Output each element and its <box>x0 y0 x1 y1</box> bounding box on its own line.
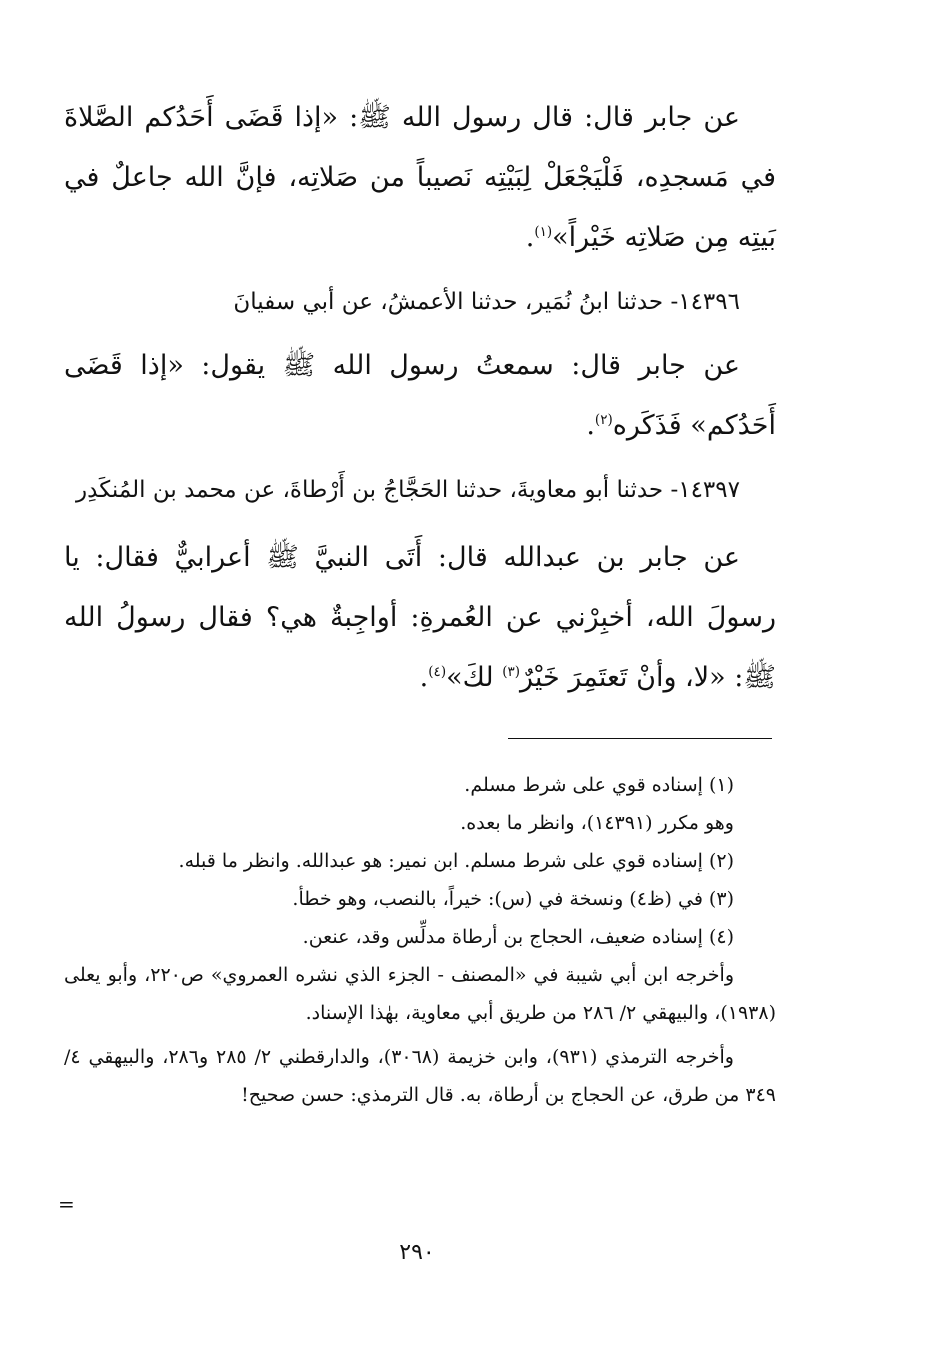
footnote-1: (١) إسناده قوي على شرط مسلم. <box>464 774 734 796</box>
footnote-1-continued: وهو مكرر (١٤٣٩١)، وانظر ما بعده. <box>460 812 734 834</box>
footnote-ref-2: (٢) <box>594 412 613 428</box>
hadith-3-mid: لكَ» <box>446 662 503 693</box>
hadith-3-end: . <box>419 662 429 693</box>
hadith-paragraph-3 <box>64 528 776 708</box>
footnote-4: (٤) إسناده ضعيف، الحجاج بن أرطاة مدلِّس وقد، عنعن. <box>302 926 734 948</box>
hadith-1-end: . <box>525 222 535 253</box>
isnad-14396: ١٤٣٩٦- حدثنا ابنُ نُمَير، حدثنا الأعمشُ، عن أبي سفيانَ <box>233 289 740 315</box>
footnote-ref-3: (٣) <box>502 664 521 680</box>
isnad-14397: ١٤٣٩٧- حدثنا أبو معاويةَ، حدثنا الحَجَّاجُ بن أَرْطاةَ، عن محمد بن المُنكَدِر <box>76 477 740 503</box>
hadith-2-text: عن جابر قال: سمعتُ رسول الله ﷺ يقول: «إذا قَضَى أَحَدُكم» فَذَكَره <box>64 350 776 441</box>
hadith-1-text: عن جابر قال: قال رسول الله ﷺ: «إذا قَضَى أَحَدُكم الصَّلاةَ في مَسجدِه، فَلْيَجْعَلْ لِبَيْتِه نَصيباً من صَلاتِه، فإنَّ الله جاعلٌ في بَيتِه مِن صَلاتِه خَيْراً» <box>64 102 776 253</box>
page-number: ٢٩٠ <box>399 1240 435 1265</box>
footnote-separator <box>508 738 772 739</box>
main-text <box>64 88 776 708</box>
hadith-3-text: عن جابر بن عبدالله قال: أَتَى النبيَّ ﷺ أعرابيٌّ فقال: يا رسولَ الله، أخبِرْني عن العُمرةِ: أواجِبةٌ هي؟ فقال رسولُ الله ﷺ: «لا، وأنْ تَعتَمِرَ خَيْرٌ <box>64 542 776 693</box>
footnote-3: (٣) في (ظ٤) ونسخة في (س): خيراً، بالنصب، وهو خطأ. <box>292 888 734 910</box>
footnote-4-more-sources: وأخرجه الترمذي (٩٣١)، وابن خزيمة (٣٠٦٨)، والدارقطني ٢/ ٢٨٥ و٢٨٦، والبيهقي ٤/ ٣٤٩ من طرق، عن الحجاج بن أرطاة، به. قال الترمذي: حسن صحيح! <box>64 1046 776 1106</box>
footnotes <box>64 766 776 1114</box>
hadith-2-end: . <box>586 410 595 441</box>
footnote-ref-4: (٤) <box>428 664 447 680</box>
hadith-paragraph-2 <box>64 336 776 456</box>
continuation-mark: = <box>58 1192 75 1216</box>
footnote-4-sources: وأخرجه ابن أبي شيبة في «المصنف - الجزء الذي نشره العمروي» ص٢٢٠، وأبو يعلى (١٩٣٨)، والبيهقي ٢/ ٢٨٦ من طريق أبي معاوية، بهٰذا الإسناد. <box>64 964 776 1024</box>
hadith-paragraph-1 <box>64 88 776 268</box>
footnote-2: (٢) إسناده قوي على شرط مسلم. ابن نمير: هو عبدالله. وانظر ما قبله. <box>178 850 734 872</box>
footnote-ref-1: (١) <box>534 224 553 240</box>
